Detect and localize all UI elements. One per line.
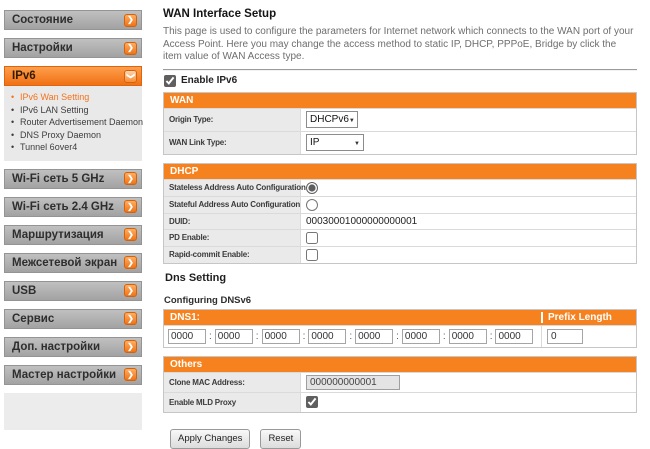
table-row: [164, 246, 636, 263]
table-row: [164, 196, 636, 213]
dns1-header: DNS1:: [170, 311, 201, 323]
bullet-icon: [11, 91, 20, 104]
submenu-item-label: DNS Proxy Daemon: [20, 129, 102, 140]
table-row: [164, 372, 636, 392]
sidebar-item-label: Доп. настройки: [12, 340, 101, 353]
row-label: Origin Type:: [164, 109, 301, 131]
row-value: [301, 247, 636, 263]
sidebar-item-wifi-5ghz[interactable]: [4, 169, 142, 189]
stateless-radio[interactable]: [306, 182, 318, 194]
mld-proxy-checkbox[interactable]: [306, 396, 318, 408]
row-value: [301, 214, 636, 229]
sidebar-item-label: Сервис: [12, 312, 55, 325]
dns-segment-input[interactable]: [355, 329, 393, 344]
enable-ipv6-row: [164, 75, 637, 87]
chevron-right-icon: [124, 228, 137, 241]
bullet-icon: [11, 129, 20, 142]
divider: [163, 69, 637, 71]
segment-separator: :: [396, 330, 399, 342]
submenu-item-label: Tunnel 6over4: [20, 142, 78, 152]
chevron-down-icon: [124, 70, 137, 83]
bullet-icon: [11, 104, 20, 117]
bullet-icon: [11, 141, 20, 154]
chevron-right-icon: [124, 42, 137, 55]
row-label: Enable MLD Proxy: [164, 393, 301, 412]
sidebar-item-service[interactable]: [4, 309, 142, 329]
dhcp-section: [163, 163, 637, 264]
sidebar-item-routing[interactable]: [4, 225, 142, 245]
dns-segment-input[interactable]: [308, 329, 346, 344]
clone-mac-input[interactable]: [306, 375, 400, 390]
table-row: [164, 229, 636, 246]
others-section-header: Others: [164, 357, 636, 372]
sidebar-item-wifi-24ghz[interactable]: [4, 197, 142, 217]
dns-address-cells: [164, 326, 541, 347]
table-row: [164, 392, 636, 412]
sidebar-item-usb[interactable]: [4, 281, 142, 301]
sidebar-item-setup-wizard[interactable]: [4, 365, 142, 385]
row-label: WAN Link Type:: [164, 132, 301, 154]
apply-changes-button[interactable]: Apply Changes: [170, 429, 250, 449]
row-value: [301, 132, 636, 154]
enable-ipv6-label: Enable IPv6: [181, 75, 238, 86]
sidebar: [4, 10, 142, 430]
submenu-item-label: IPv6 Wan Setting: [20, 92, 90, 102]
segment-separator: :: [255, 330, 259, 342]
row-label: Rapid-commit Enable:: [164, 247, 301, 263]
row-value: [301, 373, 636, 392]
wan-link-type-select[interactable]: [306, 134, 364, 151]
sidebar-item-label: Wi-Fi сеть 2.4 GHz: [12, 200, 114, 213]
row-value: [301, 230, 636, 246]
dns-section: [163, 309, 637, 348]
others-section: [163, 356, 637, 413]
stateful-radio[interactable]: [306, 199, 318, 211]
dns-input-row: [164, 325, 636, 347]
sidebar-item-label: Межсетевой экран: [12, 256, 118, 269]
segment-separator: :: [349, 330, 353, 342]
page-title: WAN Interface Setup: [163, 8, 277, 20]
dns-setting-heading: Dns Setting: [165, 271, 227, 284]
sidebar-item-label: Мастер настройки: [12, 368, 117, 381]
submenu-item-label: Router Advertisement Daemon: [20, 117, 144, 127]
sidebar-item-label: Настройки: [12, 42, 73, 54]
chevron-right-icon: [124, 172, 137, 185]
pd-enable-checkbox[interactable]: [306, 232, 318, 244]
table-row: [164, 131, 636, 154]
reset-button[interactable]: Reset: [260, 429, 301, 449]
dns-table-header: [164, 310, 636, 325]
sidebar-item-label: Состояние: [12, 14, 74, 26]
submenu-item-dns-proxy-daemon[interactable]: [11, 129, 139, 142]
chevron-right-icon: [124, 200, 137, 213]
row-label: Stateful Address Auto Configuration: [164, 197, 301, 213]
sidebar-item-firewall[interactable]: [4, 253, 142, 273]
sidebar-item-label: IPv6: [12, 70, 36, 82]
table-row: [164, 108, 636, 131]
sidebar-item-label: USB: [12, 284, 37, 297]
bullet-icon: [11, 116, 20, 129]
ipv6-submenu: [4, 86, 142, 161]
row-value: [301, 197, 636, 213]
sidebar-item-label: Маршрутизация: [12, 228, 104, 241]
wan-section: [163, 92, 637, 155]
submenu-item-label: IPv6 LAN Setting: [20, 104, 89, 115]
dns-segment-input[interactable]: [168, 329, 206, 344]
wan-link-type-selected-value: IP: [310, 137, 320, 148]
segment-separator: :: [489, 330, 493, 342]
prefix-length-input[interactable]: [547, 329, 583, 344]
dns-segment-input[interactable]: [495, 329, 533, 344]
submenu-item-ipv6-wan-setting[interactable]: [11, 91, 139, 104]
dns-segment-input[interactable]: [262, 329, 300, 344]
prefix-length-cell: [541, 326, 636, 347]
sidebar-item-settings[interactable]: [4, 38, 142, 58]
prefix-length-header: Prefix Length: [541, 312, 636, 323]
page-description: This page is used to configure the parameters for Internet network which connects to the WAN port of your Access Point. Here you may change the access method to static IP, DHCP, PPPoE, Bridge by click the item value of WAN Access type.: [163, 26, 634, 62]
chevron-right-icon: [124, 340, 137, 353]
enable-ipv6-checkbox[interactable]: [164, 75, 176, 87]
main-content: [163, 8, 637, 449]
wan-section-header: WAN: [164, 93, 636, 108]
sidebar-item-advanced-settings[interactable]: [4, 337, 142, 357]
chevron-right-icon: [124, 256, 137, 269]
rapid-commit-checkbox[interactable]: [306, 249, 318, 261]
dropdown-arrow-icon: [349, 114, 355, 125]
submenu-item-tunnel-6over4[interactable]: [11, 141, 139, 154]
chevron-right-icon: [124, 368, 137, 381]
table-row: [164, 179, 636, 196]
dropdown-arrow-icon: [354, 137, 360, 148]
dns-segment-input[interactable]: [215, 329, 253, 344]
row-value: [301, 393, 636, 412]
sidebar-item-ipv6[interactable]: [4, 66, 142, 86]
sidebar-item-status[interactable]: [4, 10, 142, 30]
origin-type-select[interactable]: [306, 111, 358, 128]
table-row: [164, 213, 636, 229]
row-label: PD Enable:: [164, 230, 301, 246]
row-label: Clone MAC Address:: [164, 373, 301, 392]
chevron-right-icon: [124, 284, 137, 297]
sidebar-item-label: Wi-Fi сеть 5 GHz: [12, 172, 105, 185]
duid-value: 00030001000000000001: [306, 215, 418, 227]
dhcp-section-header: DHCP: [164, 164, 636, 179]
sidebar-filler: [4, 393, 142, 431]
chevron-right-icon: [124, 14, 137, 27]
row-label: Stateless Address Auto Configuration: [164, 180, 301, 196]
row-value: [301, 180, 636, 196]
chevron-right-icon: [124, 312, 137, 325]
row-value: [301, 109, 636, 131]
segment-separator: :: [209, 330, 212, 342]
action-buttons: [170, 429, 637, 449]
segment-separator: :: [302, 330, 306, 342]
submenu-item-router-advertisement-daemon[interactable]: [11, 116, 144, 129]
row-label: DUID:: [164, 214, 301, 229]
configuring-dnsv6-label: Configuring DNSv6: [164, 294, 252, 306]
segment-separator: :: [442, 330, 446, 342]
submenu-item-ipv6-lan-setting[interactable]: [11, 104, 139, 117]
origin-type-selected-value: DHCPv6: [310, 114, 349, 125]
dns-segment-input[interactable]: [402, 329, 440, 344]
dns-segment-input[interactable]: [449, 329, 487, 344]
